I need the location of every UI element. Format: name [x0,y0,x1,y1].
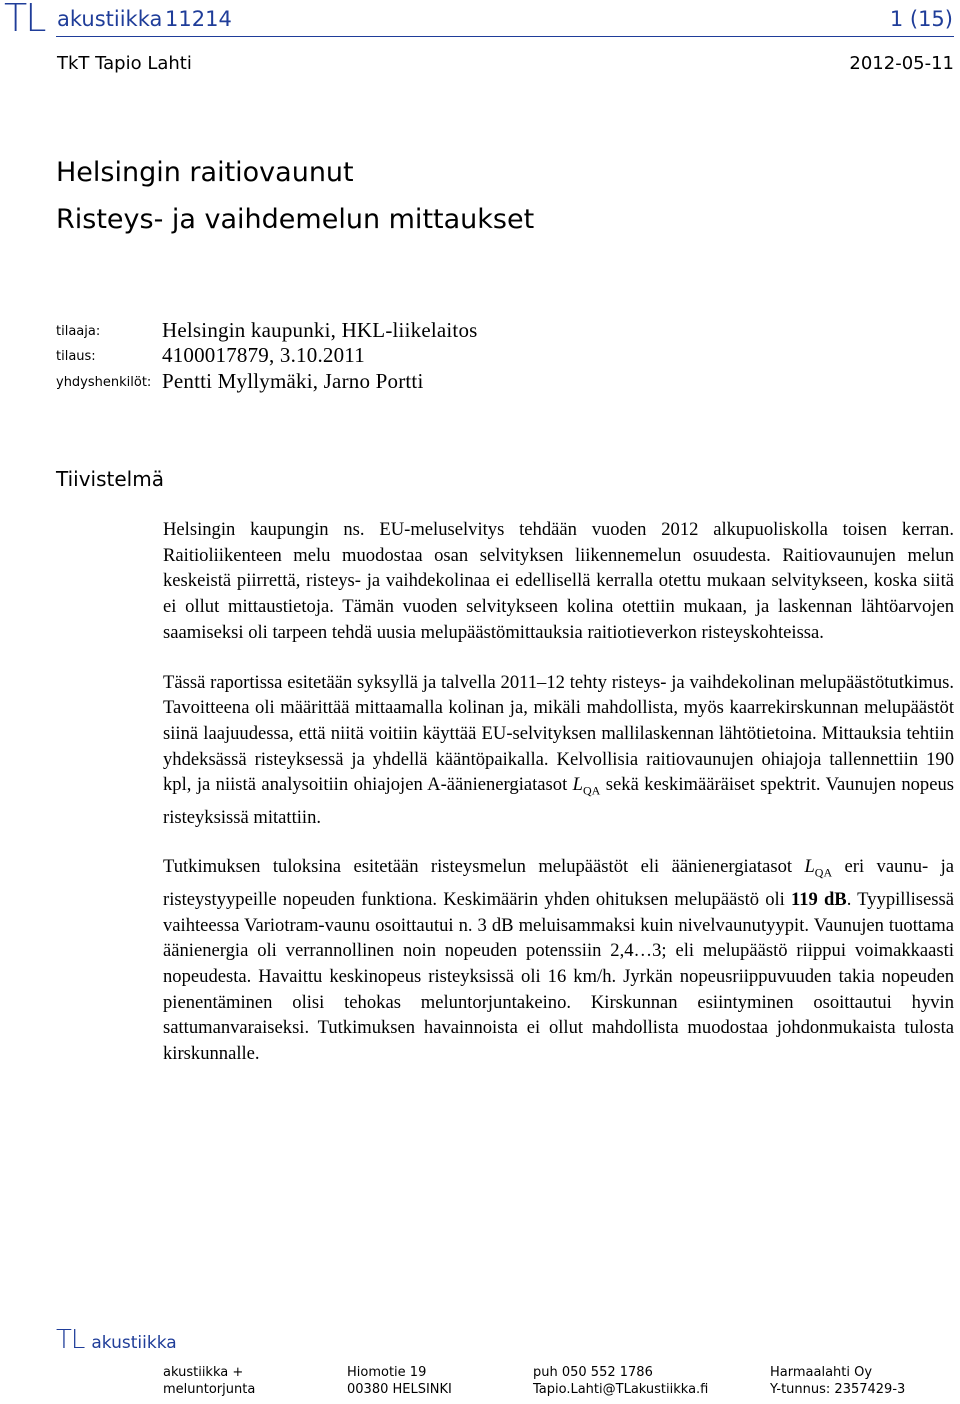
footer-company: akustiikka [91,1333,177,1353]
fact-value-yhdyshenkilot: Pentti Myllymäki, Jarno Portti [162,369,424,393]
lqa-symbol-2: $L_{QA}$ [804,856,833,881]
header-logo [4,0,44,38]
report-number: 11214 [165,7,232,31]
footer-col-1 [163,1364,255,1398]
fact-value-tilaus: 4100017879, 3.10.2011 [162,343,365,367]
title-line-1: Helsingin raitiovaunut [56,157,354,188]
author: TkT Tapio Lahti [57,53,192,74]
tl-logo-mark: TL [4,0,45,40]
p3-bold-value: 119 dB [790,888,847,910]
footer-address-city: 00380 HELSINKI [347,1382,452,1397]
title-line-2: Risteys- ja vaihdemelun mittaukset [56,204,535,235]
footer-col-3 [533,1364,708,1398]
fact-label-yhdyshenkilot: yhdyshenkilöt: [56,375,152,390]
fact-value-tilaaja: Helsingin kaupunki, HKL-liikelaitos [162,318,478,342]
footer-email[interactable]: Tapio.Lahti@TLakustiikka.fi [533,1382,709,1397]
fact-label-tilaaja: tilaaja: [56,324,101,339]
summary-body [163,517,954,1085]
p3-text-b: eri vaunu- ja risteystyypeille nopeuden funktiona. Keskimäärin yhden ohituksen melupäästö oli [163,856,955,910]
header-company: akustiikka [57,7,163,31]
footer-address-street: Hiomotie 19 [347,1365,427,1380]
footer-col-4 [770,1364,905,1398]
date: 2012-05-11 [849,53,954,74]
summary-paragraph-2 [163,670,954,831]
footer-col-1-line-1: akustiikka + [163,1365,244,1380]
p2-text-a: Tässä raportissa esitetään syksyllä ja talvella 2011–12 tehty risteys- ja vaihdekolinan melupäästötutkimus. Tavoitteena oli määrittää mittaamalla kolinan ja, mikäli mahdollista, myös kaarrekirskunnan melupäästöt siinä laajuudessa, että niitä voitiin käyttää EU-selvityksen mallilaskennan lähtötietoina. Mittauksia tehtiin yhdeksässä risteyksessä ja yhdellä kääntöpaikalla. Kelvollisia raitiovaunujen ohiajoja tallennettiin 190 kpl, ja niistä analysoitiin ohiajojen A-äänienergiatasot [163,671,954,796]
footer-col-2 [347,1364,452,1398]
footer-tl-logo-mark: TL [56,1325,85,1355]
p3-text-c: . Tyypillisessä vaihteessa Variotram-vaunu osoittautui n. 3 dB meluisammaksi kuin nivelvaunutyypit. Vaunujen tuottama äänienergia oli verrannollinen noin nopeuden potenssiin 2,4…3; eli melupäästö riippui voimakkaasti nopeudesta. Havaittu keskinopeus risteyksissä oli 16 km/h. Jyrkän nopeusriippuvuuden takia nopeuden pienentäminen olisi tehokas meluntorjuntakeino. Kirskunnan esiintyminen osoittautui hyvin sattumanvaraiseksi. Tutkimuksen havainnoista ei ollut mahdollista muodostaa johdonmukaista tulosta kirskunnalle. [163,888,954,1065]
summary-paragraph-3 [163,854,954,1066]
footer-logo [56,1325,177,1355]
summary-heading: Tiivistelmä [56,467,164,491]
p2-text-b: sekä keskimääräiset spektrit. Vaunujen nopeus risteyksissä mitattiin. [163,774,954,828]
footer-business-id: Y-tunnus: 2357429-3 [770,1382,906,1397]
header-rule [56,36,954,37]
footer-company-name: Harmaalahti Oy [770,1365,873,1380]
footer-phone: puh 050 552 1786 [533,1365,653,1380]
page-number: 1 (15) [889,7,953,31]
footer-col-1-line-2: meluntorjunta [163,1382,256,1397]
summary-paragraph-1: Helsingin kaupungin ns. EU-meluselvitys tehdään vuoden 2012 alkupuoliskolla toisen kerran. Raitioliikenteen melu muodostaa osan selvityksen liikennemelun osuudesta. Raitiovaunujen melun keskeistä piirrettä, risteys- ja vaihdekolinaa ei edellisellä kerralla otettu mukaan selvitykseen, koska siitä ei ollut mittaustietoja. Tämän vuoden selvitykseen kolina otettiin mukaan, ja laskennan lähtöarvojen saamiseksi oli tarpeen tehdä uusia melupäästömittauksia raitiotieverkon risteyskohteissa. [163,519,954,643]
p3-text-a: Tutkimuksen tuloksina esitetään risteysmelun melupäästöt eli äänienergiatasot [163,856,805,878]
fact-label-tilaus: tilaus: [56,349,96,364]
lqa-symbol: $L_{QA}$ [572,774,601,799]
